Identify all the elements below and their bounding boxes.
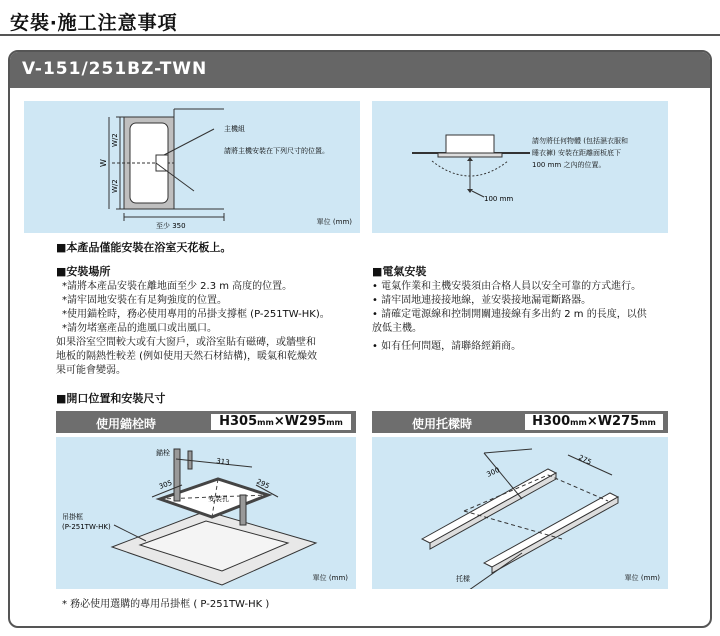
- anchor-install-diagram: [56, 437, 356, 589]
- half-width-label-bottom: W/2: [111, 179, 119, 193]
- unit-label: 單位 (mm): [624, 574, 660, 582]
- install-location-line: *請勿堵塞產品的進風口或出風口。: [62, 323, 217, 334]
- anchor-label: 使用錨栓時: [96, 417, 157, 431]
- page-title: 安裝‧施工注意事項: [10, 12, 178, 34]
- joist-header-bar: [372, 411, 668, 433]
- install-location-line: 果可能會變弱。: [56, 365, 126, 376]
- model-name: V-151/251BZ-TWN: [22, 59, 208, 79]
- install-location-line: 地板的隔熱性較差 (例如使用天然石材結構)，暖氣和乾燥效: [56, 351, 317, 362]
- installation-position-drawing: [24, 101, 360, 233]
- bolt-label: 錨栓: [156, 449, 170, 457]
- joist-label: 使用托樑時: [412, 417, 473, 431]
- joist-install-drawing: [372, 437, 668, 589]
- anchor-install-drawing: [56, 437, 356, 589]
- electrical-line: • 電氣作業和主機安裝須由合格人員以安全可靠的方式進行。: [372, 281, 642, 292]
- min-distance-label: 至少 350: [156, 222, 186, 230]
- model-header-bar: [10, 52, 710, 88]
- dim-300-label: 300: [485, 465, 501, 479]
- clearance-note-line-3: 100 mm 之內的位置。: [532, 161, 606, 169]
- ceiling-only-notice: ■本產品僅能安裝在浴室天花板上。: [56, 241, 232, 254]
- installation-position-diagram: [24, 101, 360, 233]
- clearance-note-line-2: 睡衣褲) 安裝在距離面板底下: [532, 149, 621, 157]
- clearance-drawing: [372, 101, 552, 233]
- unit-label: 單位 (mm): [312, 574, 348, 582]
- electrical-line: • 請牢固地連接接地線，並安裝接地漏電斷路器。: [372, 295, 592, 306]
- opening-heading: ■開口位置和安裝尺寸: [56, 392, 166, 405]
- frame-model-label: (P-251TW-HK): [62, 523, 111, 531]
- main-unit-label: 主機組: [224, 125, 245, 133]
- install-location-line: *使用錨栓時，務必使用專用的吊掛支撐框 (P-251TW-HK)。: [62, 309, 330, 320]
- frame-label: 吊掛框: [62, 513, 83, 521]
- title-divider: [0, 34, 720, 36]
- mounting-hole-label: 安裝孔: [208, 495, 229, 503]
- unit-label: 單位 (mm): [316, 218, 352, 226]
- install-location-heading: ■安裝場所: [56, 265, 111, 278]
- dim-305-label: 305: [157, 478, 174, 491]
- anchor-dimensions: H305mm×W295mm: [210, 413, 352, 431]
- width-label: W: [99, 159, 108, 167]
- install-location-line: 如果浴室空間較大或有大窗戶，或浴室貼有磁磚，或牆壁和: [56, 337, 316, 348]
- clearance-diagram: [372, 101, 668, 233]
- anchor-header-bar: [56, 411, 356, 433]
- instruction-text: 請將主機安裝在下列尺寸的位置。: [224, 147, 329, 155]
- joist-dimensions: H300mm×W275mm: [524, 413, 664, 431]
- half-width-label-top: W/2: [111, 133, 119, 147]
- electrical-line: 放低主機。: [372, 323, 422, 334]
- clearance-100mm-label: 100 mm: [484, 195, 514, 203]
- install-location-line: *請牢固地安裝在有足夠強度的位置。: [62, 295, 227, 306]
- electrical-line: • 如有任何問題，請聯絡經銷商。: [372, 341, 522, 352]
- clearance-note-line-1: 請勿將任何物體 (包括濕衣服和: [532, 137, 628, 145]
- footnote: * 務必使用選購的專用吊掛框 ( P-251TW-HK ): [62, 599, 270, 610]
- dim-295-label: 295: [255, 477, 271, 491]
- electrical-heading: ■電氣安裝: [372, 265, 427, 278]
- joist-label-text: 托樑: [456, 575, 470, 583]
- install-location-line: *請將本產品安裝在離地面至少 2.3 m 高度的位置。: [62, 281, 293, 292]
- dim-313-label: 313: [215, 457, 231, 467]
- joist-install-diagram: [372, 437, 668, 589]
- electrical-line: • 請確定電源線和控制開關連接線有多出約 2 m 的長度，以供: [372, 309, 647, 320]
- dim-275-label: 275: [577, 453, 593, 467]
- content-frame: [8, 50, 712, 628]
